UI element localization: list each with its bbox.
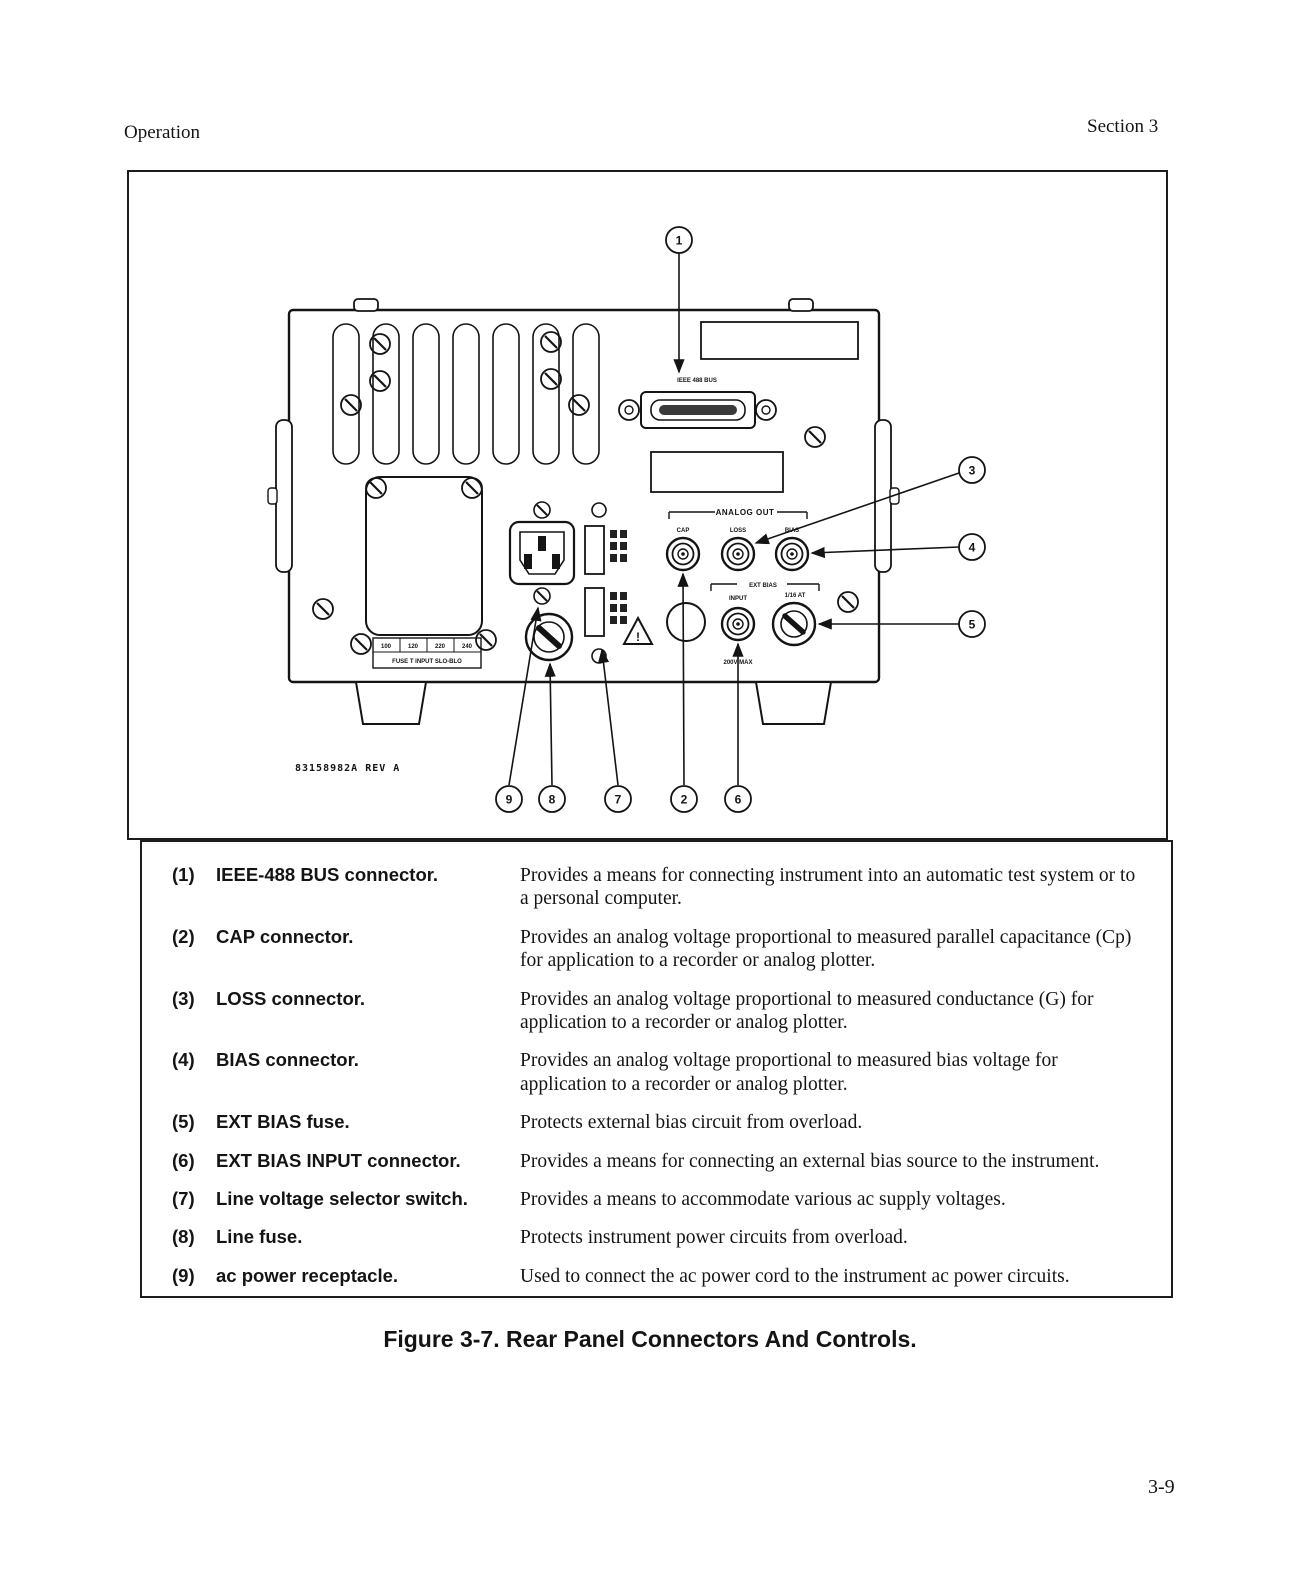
voltage-240: 240 [461, 644, 473, 650]
legend-desc: Provides an analog voltage proportional to measured parallel capacitance (Cp) for application to a recorder or analog plotter. [520, 926, 1132, 972]
legend-name: BIAS connector. [216, 1049, 359, 1071]
voltage-120: 120 [407, 644, 419, 650]
legend-row [172, 988, 1147, 1035]
legend-num: (7) [172, 1187, 195, 1209]
callout-8: 8 [548, 792, 556, 807]
fuse-note: FUSE T INPUT SLO-BLO [392, 659, 462, 665]
callout-4: 4 [968, 540, 976, 555]
figure-diagram-box [127, 170, 1168, 840]
ext-bias-input-connector [722, 608, 754, 640]
legend-row [172, 1049, 1147, 1096]
ieee-bus-label: IEEE 488 BUS [677, 378, 717, 384]
legend-row [172, 1111, 1147, 1134]
legend-num: (8) [172, 1226, 195, 1248]
legend-name: ac power receptacle. [216, 1264, 399, 1286]
legend-row [172, 926, 1147, 973]
bias-label: BIAS [784, 528, 800, 534]
legend-desc: Used to connect the ac power cord to the instrument ac power circuits. [520, 1265, 1070, 1287]
legend-row [172, 864, 1147, 911]
page-number: 3-9 [1148, 1476, 1175, 1498]
loss-label: LOSS [729, 528, 747, 534]
legend-num: (6) [172, 1149, 195, 1171]
pin-slot-right [552, 554, 560, 569]
legend-row [172, 1226, 1147, 1249]
figure-caption: Figure 3-7. Rear Panel Connectors And Controls. [383, 1326, 917, 1352]
bias-bnc-connector [776, 538, 808, 570]
callout-6: 6 [734, 792, 742, 807]
legend-desc: Provides an analog voltage proportional to measured conductance (G) for application to a recorder or analog plotter. [520, 988, 1094, 1033]
svg-text:!: ! [636, 630, 640, 644]
part-number: 83158982A REV A [295, 763, 401, 774]
callout-2: 2 [680, 792, 688, 807]
legend-num: (3) [172, 987, 195, 1009]
callout-9: 9 [505, 792, 513, 807]
legend-num: (9) [172, 1264, 195, 1286]
legend-num: (2) [172, 925, 195, 947]
side-handle-left [276, 420, 292, 572]
callout-5: 5 [968, 617, 976, 632]
legend-desc: Protects instrument power circuits from overload. [520, 1227, 908, 1249]
legend-num: (5) [172, 1111, 195, 1133]
legend-name: Line fuse. [216, 1226, 303, 1248]
max-voltage-label: 200V MAX [723, 660, 753, 666]
ext-bias-label: EXT BIAS [749, 583, 777, 589]
legend-desc: Protects external bias circuit from overload. [520, 1112, 863, 1134]
fuse-rating-label: 1/16 AT [784, 593, 806, 599]
loss-bnc-connector [722, 538, 754, 570]
legend-row [172, 1188, 1147, 1211]
legend-name: IEEE-488 BUS connector. [216, 864, 439, 885]
foot-right [756, 682, 831, 724]
pin-slot-ground [538, 536, 546, 551]
foot-left [356, 682, 426, 724]
callout-3: 3 [968, 463, 976, 478]
legend-num: (4) [172, 1049, 195, 1071]
legend-name: EXT BIAS INPUT connector. [216, 1149, 461, 1171]
pin-block [659, 405, 737, 415]
top-tab-left [354, 299, 378, 311]
rear-panel-diagram [129, 172, 1166, 838]
legend-name: Line voltage selector switch. [216, 1187, 468, 1209]
header-section: Section 3 [1087, 116, 1159, 137]
legend-name: LOSS connector. [216, 987, 366, 1009]
legend-box [140, 840, 1173, 1298]
voltage-220: 220 [434, 644, 446, 650]
callout-1: 1 [675, 233, 683, 248]
handle-knob-left [268, 488, 277, 504]
legend-num: (1) [172, 864, 195, 885]
voltage-100: 100 [380, 644, 392, 650]
legend-desc: Provides a means for connecting an external bias source to the instrument. [520, 1150, 1100, 1172]
legend-desc: Provides a means for connecting instrument into an automatic test system or to a personal computer. [520, 865, 1136, 910]
legend-name: EXT BIAS fuse. [216, 1111, 350, 1133]
cap-bnc-connector [667, 538, 699, 570]
legend-desc: Provides an analog voltage proportional to measured bias voltage for application to a recorder or analog plotter. [520, 1050, 1058, 1095]
legend-row [172, 1265, 1147, 1288]
legend-name: CAP connector. [216, 925, 354, 947]
analog-out-label: ANALOG OUT [715, 508, 775, 517]
legend-desc: Provides a means to accommodate various ac supply voltages. [520, 1188, 1006, 1210]
callout-7: 7 [614, 792, 622, 807]
top-tab-right [789, 299, 813, 311]
pin-slot-left [524, 554, 532, 569]
legend-row [172, 1150, 1147, 1173]
cap-label: CAP [676, 528, 690, 534]
header-operation: Operation [124, 122, 200, 143]
input-label: INPUT [729, 596, 747, 602]
